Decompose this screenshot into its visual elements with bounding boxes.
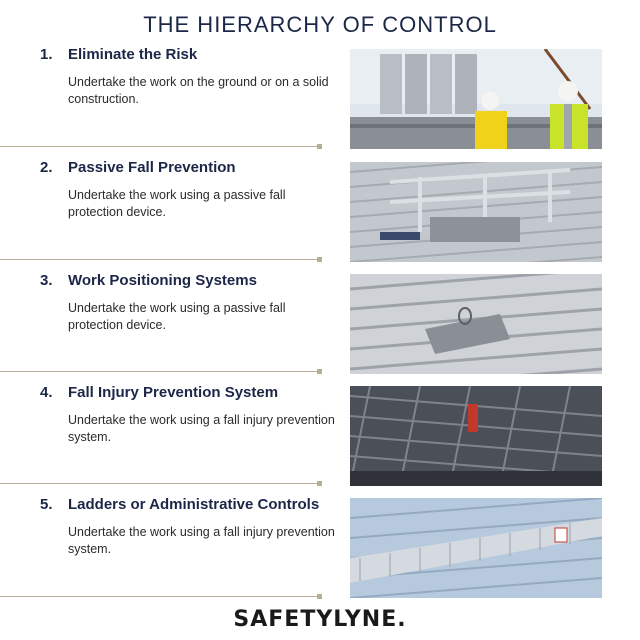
divider xyxy=(0,371,320,372)
item-heading: Passive Fall Prevention xyxy=(68,159,236,176)
item-number: 5. xyxy=(40,496,53,513)
item-number: 2. xyxy=(40,159,53,176)
item-description: Undertake the work using a passive fall protection device. xyxy=(68,188,286,219)
item-number: 1. xyxy=(40,46,53,63)
item-description: Undertake the work using a fall injury prevention system. xyxy=(68,413,335,444)
ceiling-net-image xyxy=(350,386,602,486)
safetylyne-logo: SAFETYLYNE. xyxy=(233,607,407,632)
divider xyxy=(0,596,320,597)
page-title: THE HIERARCHY OF CONTROL xyxy=(143,12,497,37)
item-description: Undertake the work on the ground or on a solid construction. xyxy=(68,75,329,106)
divider xyxy=(0,483,320,484)
roof-guardrail-image xyxy=(350,162,602,262)
divider xyxy=(0,146,320,147)
item-heading: Eliminate the Risk xyxy=(68,46,198,63)
roof-walkway-image xyxy=(350,498,602,598)
item-heading: Fall Injury Prevention System xyxy=(68,384,279,401)
item-number: 3. xyxy=(40,272,53,289)
construction-workers-image xyxy=(350,49,602,149)
item-description: Undertake the work using a fall injury prevention system. xyxy=(68,525,335,556)
item-description: Undertake the work using a passive fall protection device. xyxy=(68,301,286,332)
item-heading: Ladders or Administrative Controls xyxy=(68,496,320,513)
divider xyxy=(0,259,320,260)
item-heading: Work Positioning Systems xyxy=(68,272,257,289)
roof-anchor-image xyxy=(350,274,602,374)
item-number: 4. xyxy=(40,384,53,401)
